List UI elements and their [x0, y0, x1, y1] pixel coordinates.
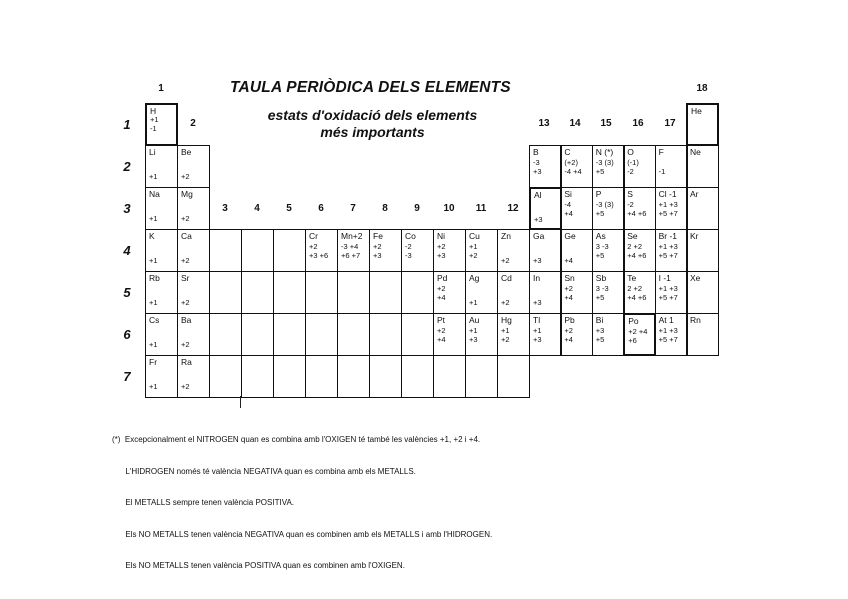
group-label-17: 17 [664, 118, 676, 129]
element-cell-pt [433, 313, 466, 356]
oxidation-states: +1 [149, 340, 158, 349]
element-cell-au [465, 313, 498, 356]
empty-element-cell [273, 271, 306, 314]
element-cell-ra [177, 355, 210, 398]
oxidation-states: +1 +3 +5 +7 [658, 200, 678, 218]
oxidation-states: +2 +4 [564, 284, 573, 302]
element-cell-li [145, 145, 178, 188]
empty-element-cell [305, 355, 338, 398]
footnote-2: L'HIDROGEN només té valència NEGATIVA quan es combina amb els METALLS. [112, 466, 416, 476]
element-cell-ni [433, 229, 466, 272]
empty-element-cell [273, 229, 306, 272]
empty-element-cell [497, 355, 530, 398]
element-cell-tl [529, 313, 562, 356]
element-cell-p [592, 187, 625, 230]
group-label-13: 13 [538, 118, 550, 129]
oxidation-states: +2 [181, 256, 190, 265]
element-symbol: Ag [469, 273, 480, 283]
element-cell-xe [686, 271, 719, 314]
oxidation-states: +2 [181, 298, 190, 307]
empty-element-cell [241, 313, 274, 356]
element-cell-br [655, 229, 688, 272]
element-cell-te [623, 271, 656, 314]
oxidation-states: -2 -3 [405, 242, 412, 260]
element-cell-pd [433, 271, 466, 314]
group-label-4: 4 [254, 203, 260, 214]
element-symbol: Sn [564, 273, 575, 283]
element-cell-cs [145, 313, 178, 356]
empty-element-cell [241, 229, 274, 272]
footnote-3: El METALLS sempre tenen valència POSITIVA. [112, 498, 294, 507]
element-cell-al [529, 187, 562, 230]
oxidation-states: +2 [181, 382, 190, 391]
oxidation-states: (+2) -4 +4 [564, 158, 582, 176]
element-cell-cd [497, 271, 530, 314]
element-cell-as [592, 229, 625, 272]
group-label-3: 3 [222, 203, 228, 214]
group-label-1: 1 [158, 83, 164, 94]
element-symbol: Te [627, 273, 637, 283]
element-cell-s [623, 187, 656, 230]
element-cell-ge [560, 229, 593, 272]
element-symbol: P [595, 189, 602, 199]
oxidation-states: +1 [149, 382, 158, 391]
element-symbol: N (*) [595, 147, 614, 157]
oxidation-states: 2 +2 +4 +6 [627, 284, 647, 302]
empty-element-cell [369, 271, 402, 314]
footnotes [112, 414, 492, 582]
element-symbol: Ni [437, 231, 446, 241]
element-symbol: Na [149, 189, 160, 199]
oxidation-states: +1 [149, 256, 158, 265]
empty-element-cell [305, 271, 338, 314]
element-symbol: Cs [149, 315, 160, 325]
element-symbol: Ga [533, 231, 545, 241]
group-label-10: 10 [443, 203, 455, 214]
element-cell-rn [686, 313, 719, 356]
element-symbol: Br -1 [658, 231, 678, 241]
element-cell-kr [686, 229, 719, 272]
element-symbol: F [658, 147, 664, 157]
element-symbol: Hg [501, 315, 512, 325]
oxidation-states: +2 +4 [437, 284, 446, 302]
group-label-12: 12 [507, 203, 519, 214]
element-cell-co [401, 229, 434, 272]
empty-element-cell [241, 355, 274, 398]
oxidation-states: 3 -3 +5 [595, 284, 609, 302]
group-label-2: 2 [190, 118, 196, 129]
group-label-11: 11 [475, 203, 487, 214]
oxidation-states: +1 +3 [533, 326, 542, 344]
element-symbol: Sb [595, 273, 607, 283]
oxidation-states: +2 [501, 256, 510, 265]
element-symbol: Au [469, 315, 480, 325]
oxidation-states: -2 +4 +6 [627, 200, 647, 218]
period-label-1: 1 [123, 117, 131, 132]
element-cell-pb [560, 313, 593, 356]
oxidation-states: +2 +4 [437, 326, 446, 344]
oxidation-states: -4 +4 [564, 200, 573, 218]
oxidation-states: +1 [149, 172, 158, 181]
group-label-6: 6 [318, 203, 324, 214]
element-cell-c [560, 145, 593, 188]
element-symbol: Li [149, 147, 156, 157]
empty-element-cell [305, 313, 338, 356]
oxidation-states: -3 (3) +5 [595, 200, 614, 218]
oxidation-states: +1 -1 [150, 115, 159, 133]
group-label-9: 9 [414, 203, 420, 214]
oxidation-states: +2 [181, 172, 190, 181]
oxidation-states: +1 [149, 214, 158, 223]
oxidation-states: +2 +3 [437, 242, 446, 260]
element-symbol: Cl -1 [658, 189, 677, 199]
element-symbol: Xe [690, 273, 701, 283]
element-cell-rb [145, 271, 178, 314]
group-label-18: 18 [696, 83, 708, 94]
oxidation-states: +3 [533, 298, 542, 307]
element-cell-in [529, 271, 562, 314]
element-symbol: Be [181, 147, 192, 157]
element-symbol: Zn [501, 231, 511, 241]
empty-element-cell [401, 313, 434, 356]
element-symbol: Rn [690, 315, 701, 325]
footnote-pointer-line [240, 396, 241, 408]
element-symbol: Al [534, 190, 542, 200]
element-symbol: Rb [149, 273, 160, 283]
element-cell-sb [592, 271, 625, 314]
subtitle-line-2: més importants [320, 124, 425, 140]
oxidation-states: +1 [149, 298, 158, 307]
element-symbol: K [149, 231, 155, 241]
element-symbol: Pd [437, 273, 448, 283]
element-symbol: Kr [690, 231, 699, 241]
empty-element-cell [273, 313, 306, 356]
element-symbol: Pb [564, 315, 575, 325]
empty-element-cell [337, 355, 370, 398]
group-label-5: 5 [286, 203, 292, 214]
empty-element-cell [433, 355, 466, 398]
period-label-4: 4 [123, 243, 131, 258]
element-cell-ag [465, 271, 498, 314]
period-label-3: 3 [123, 201, 131, 216]
element-symbol: Ba [181, 315, 192, 325]
page-subtitle [255, 107, 490, 141]
element-symbol: At 1 [658, 315, 674, 325]
element-cell-ba [177, 313, 210, 356]
oxidation-states: 3 -3 +5 [595, 242, 609, 260]
empty-element-cell [465, 355, 498, 398]
empty-element-cell [337, 313, 370, 356]
group-label-16: 16 [632, 118, 644, 129]
oxidation-states: +4 [564, 256, 573, 265]
oxidation-states: -3 (3) +5 [595, 158, 614, 176]
group-label-14: 14 [569, 118, 581, 129]
element-symbol: H [150, 106, 157, 116]
element-cell-na [145, 187, 178, 230]
element-cell-cr [305, 229, 338, 272]
element-cell-sr [177, 271, 210, 314]
element-cell-ca [177, 229, 210, 272]
element-symbol: Pt [437, 315, 446, 325]
page-title: TAULA PERIÒDICA DELS ELEMENTS [230, 79, 511, 96]
oxidation-states: +1 +3 +5 +7 [658, 326, 678, 344]
element-symbol: C [564, 147, 571, 157]
element-cell-se [623, 229, 656, 272]
element-symbol: Se [627, 231, 638, 241]
oxidation-states: +3 [533, 256, 542, 265]
group-label-15: 15 [600, 118, 612, 129]
element-symbol: Co [405, 231, 416, 241]
element-cell-b [529, 145, 562, 188]
period-label-2: 2 [123, 159, 131, 174]
element-symbol: Tl [533, 315, 541, 325]
empty-element-cell [241, 271, 274, 314]
element-symbol: B [533, 147, 539, 157]
element-symbol: Fr [149, 357, 158, 367]
element-symbol: Ca [181, 231, 192, 241]
element-cell-hg [497, 313, 530, 356]
element-cell-i [655, 271, 688, 314]
oxidation-states: -3 +3 [533, 158, 542, 176]
element-symbol: S [627, 189, 633, 199]
element-cell-mg [177, 187, 210, 230]
empty-element-cell [369, 355, 402, 398]
element-symbol: O [627, 147, 634, 157]
element-cell-sn [560, 271, 593, 314]
element-symbol: Mg [181, 189, 193, 199]
element-cell-ar [686, 187, 719, 230]
oxidation-states: -3 +4 +6 +7 [341, 242, 361, 260]
oxidation-states: +2 +4 +6 [628, 327, 648, 345]
element-symbol: Po [628, 316, 639, 326]
group-label-7: 7 [350, 203, 356, 214]
oxidation-states: (-1) -2 [627, 158, 639, 176]
element-symbol: Fe [373, 231, 383, 241]
element-symbol: I -1 [658, 273, 671, 283]
oxidation-states: +1 +3 [469, 326, 478, 344]
oxidation-states: +3 [534, 215, 543, 224]
oxidation-states: +1 +3 +5 +7 [658, 242, 678, 260]
element-cell-k [145, 229, 178, 272]
element-symbol: Ne [690, 147, 701, 157]
footnote-4: Els NO METALLS tenen valència NEGATIVA quan es combinen amb els METALLS i amb l'HIDROGEN. [112, 529, 493, 539]
empty-element-cell [273, 355, 306, 398]
element-cell-he [686, 103, 719, 146]
oxidation-states: +2 +3 [373, 242, 382, 260]
element-cell-at [655, 313, 688, 356]
oxidation-states: +2 [181, 340, 190, 349]
element-cell-h [145, 103, 178, 146]
group-label-8: 8 [382, 203, 388, 214]
element-cell-ga [529, 229, 562, 272]
empty-element-cell [209, 229, 242, 272]
oxidation-states: +1 +2 [501, 326, 510, 344]
element-symbol: Cr [309, 231, 318, 241]
element-symbol: Sr [181, 273, 190, 283]
empty-element-cell [401, 271, 434, 314]
oxidation-states: +2 +3 +6 [309, 242, 329, 260]
empty-element-cell [401, 355, 434, 398]
element-symbol: Ra [181, 357, 192, 367]
period-label-7: 7 [123, 369, 131, 384]
element-symbol: In [533, 273, 541, 283]
element-symbol: He [691, 106, 702, 116]
oxidation-states: +3 +5 [595, 326, 605, 344]
element-symbol: Ar [690, 189, 699, 199]
element-cell-si [560, 187, 593, 230]
element-cell-fr [145, 355, 178, 398]
element-symbol: Cu [469, 231, 480, 241]
element-symbol: Bi [595, 315, 604, 325]
element-cell-fe [369, 229, 402, 272]
element-cell-be [177, 145, 210, 188]
subtitle-line-1: estats d'oxidació dels elements [267, 107, 478, 123]
element-symbol: Mn+2 [341, 231, 363, 241]
period-label-6: 6 [123, 327, 131, 342]
empty-element-cell [369, 313, 402, 356]
element-cell-cl [655, 187, 688, 230]
empty-element-cell [209, 271, 242, 314]
oxidation-states: 2 +2 +4 +6 [627, 242, 647, 260]
element-symbol: Ge [564, 231, 576, 241]
element-cell-po [623, 313, 656, 356]
empty-element-cell [209, 313, 242, 356]
oxidation-states: +1 [469, 298, 478, 307]
oxidation-states: -1 [658, 166, 666, 176]
element-cell-cu [465, 229, 498, 272]
oxidation-states: +1 +3 +5 +7 [658, 284, 678, 302]
oxidation-states: +2 [181, 214, 190, 223]
element-cell-bi [592, 313, 625, 356]
oxidation-states: +2 +4 [564, 326, 573, 344]
footnote-1: (*) Excepcionalment el NITROGEN quan es combina amb l'OXIGEN té també les valències +1, +2 i +4. [112, 435, 481, 444]
empty-element-cell [209, 355, 242, 398]
element-symbol: As [595, 231, 606, 241]
element-symbol: Cd [501, 273, 512, 283]
element-symbol: Si [564, 189, 572, 199]
element-cell-n [592, 145, 625, 188]
element-cell-f [655, 145, 688, 188]
element-cell-zn [497, 229, 530, 272]
empty-element-cell [337, 271, 370, 314]
oxidation-states: +1 +2 [469, 242, 478, 260]
element-cell-o [623, 145, 656, 188]
element-cell-mn [337, 229, 370, 272]
element-cell-ne [686, 145, 719, 188]
footnote-5: Els NO METALLS tenen valència POSITIVA quan es combinen amb l'OXIGEN. [112, 561, 405, 570]
period-label-5: 5 [123, 285, 131, 300]
oxidation-states: +2 [501, 298, 510, 307]
